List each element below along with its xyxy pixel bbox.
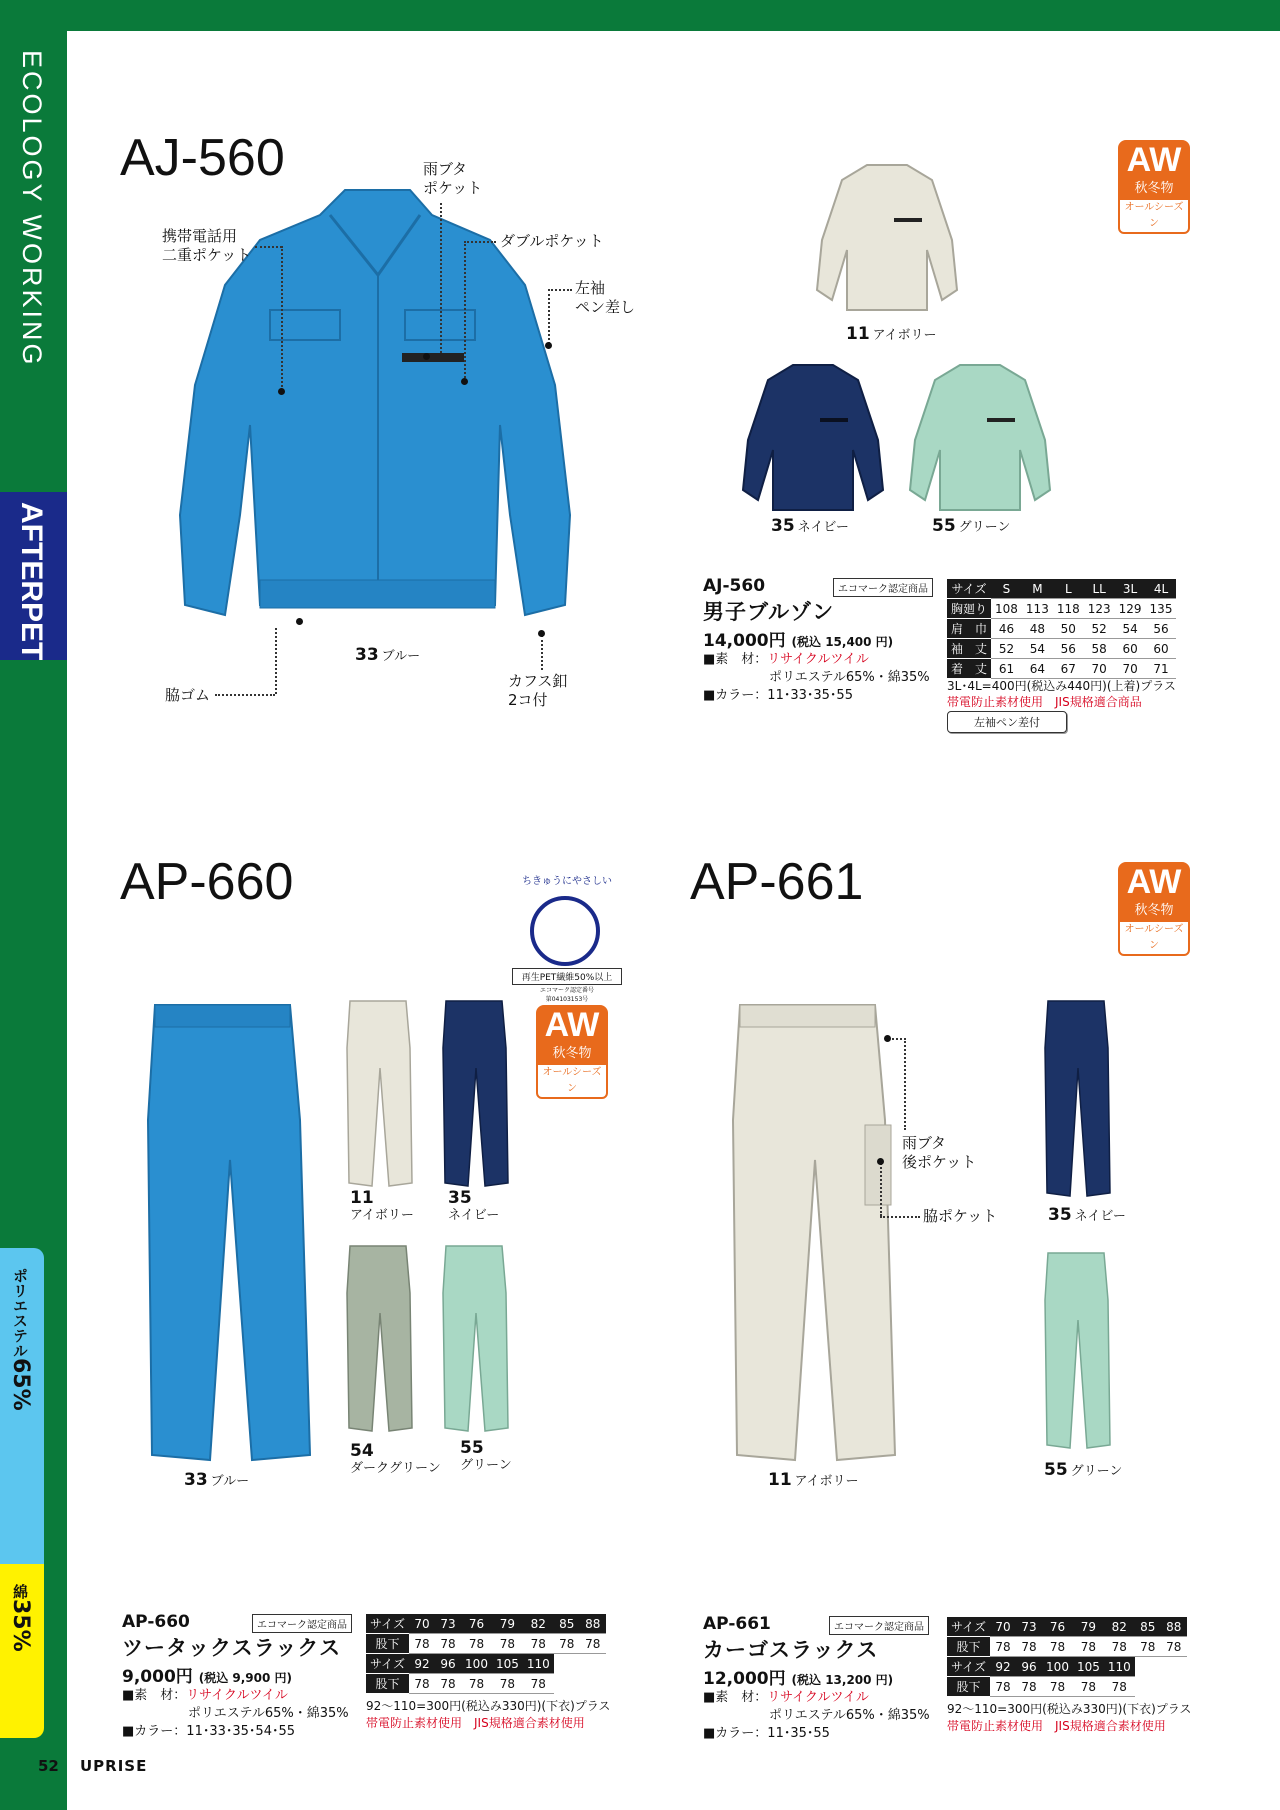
size-table-aj560 — [947, 579, 1176, 679]
measure-label: 袖 丈 — [947, 639, 991, 659]
measure-cell: 54 — [1115, 619, 1146, 639]
callout-side-rubber: 脇ゴム — [165, 686, 211, 704]
size-cell: 82 — [1104, 1617, 1135, 1637]
size-cell: LL — [1084, 579, 1115, 599]
inseam-cell: 78 — [990, 1637, 1016, 1657]
pants-image-dark-green — [344, 1243, 414, 1433]
pants-image-ivory-cargo — [725, 1000, 900, 1465]
measure-cell: 113 — [1022, 599, 1053, 619]
inseam-label: 股下 — [366, 1674, 409, 1694]
jacket-image-navy — [738, 360, 888, 515]
material-line: ■素 材：リサイクルツイル — [703, 1690, 869, 1705]
callout-rear-flap-pocket: 雨ブタ 後ポケット — [902, 1134, 977, 1171]
measure-label: 着 丈 — [947, 659, 991, 679]
inseam-cell: 78 — [580, 1634, 606, 1654]
color-caption-35: 35 ネイビー — [1048, 1205, 1126, 1225]
pants-image-ivory — [344, 998, 414, 1188]
product-info-ap661 — [703, 1614, 933, 1743]
size-cell: 73 — [1016, 1617, 1042, 1637]
measure-cell: 48 — [1022, 619, 1053, 639]
size-note: 3L･4L=400円(税込み440円)(上着)プラス — [947, 679, 1176, 693]
inseam-cell: 78 — [409, 1674, 435, 1694]
callout-cuff-buttons: カフス釦 2コ付 — [508, 672, 568, 709]
pants-image-navy — [440, 998, 510, 1188]
color-caption-54: 54 ダークグリーン — [350, 1441, 441, 1476]
ecomark-label: エコマーク認定商品 — [833, 578, 933, 597]
model-title: AP-661 — [690, 853, 864, 911]
inseam-cell: 78 — [554, 1634, 580, 1654]
size-cell: 79 — [1073, 1617, 1104, 1637]
size-cell: 100 — [1042, 1657, 1073, 1677]
measure-cell: 60 — [1115, 639, 1146, 659]
size-cell: 70 — [990, 1617, 1016, 1637]
inseam-cell: 78 — [461, 1674, 492, 1694]
size-cell: 85 — [1135, 1617, 1161, 1637]
size-table-row — [947, 639, 1176, 659]
size-cell: 100 — [461, 1654, 492, 1674]
size-header-label: サイズ — [947, 1617, 990, 1637]
product-price: 14,000円 (税込 15,400 円) — [703, 631, 894, 651]
inseam-cell: 78 — [435, 1634, 461, 1654]
size-header-label: サイズ — [947, 579, 991, 599]
aw-season-badge: AW 秋冬物 オールシーズン — [536, 1005, 608, 1083]
measure-label: 胸廻り — [947, 599, 991, 619]
measure-cell: 64 — [1022, 659, 1053, 679]
inseam-cell: 78 — [990, 1677, 1016, 1697]
color-caption-35: 35 ネイビー — [448, 1188, 500, 1223]
feature-note: 帯電防止素材使用 JIS規格適合素材使用 — [366, 1716, 585, 1730]
measure-cell: 50 — [1053, 619, 1084, 639]
inseam-cell: 78 — [1073, 1637, 1104, 1657]
material-line: ■素 材：リサイクルツイル — [122, 1688, 288, 1703]
size-cell: 105 — [492, 1654, 523, 1674]
brand-name: UPRISE — [80, 1757, 148, 1775]
measure-cell: 56 — [1146, 619, 1177, 639]
inseam-cell: 78 — [1135, 1637, 1161, 1657]
feature-note: 帯電防止素材使用 JIS規格適合商品 — [947, 695, 1142, 709]
size-cell: 110 — [1104, 1657, 1135, 1677]
size-cell: 88 — [1161, 1617, 1187, 1637]
size-table-row — [366, 1614, 606, 1634]
blend-line: ポリエステル65%・綿35% — [769, 1708, 930, 1723]
measure-label: 肩 巾 — [947, 619, 991, 639]
measure-cell: 58 — [1084, 639, 1115, 659]
inseam-cell: 78 — [461, 1634, 492, 1654]
color-caption-35: 35 ネイビー — [771, 516, 849, 536]
ecomark-logo: ちきゅうにやさしい 再生PET繊維50%以上 エコマーク認定番号 第04103153号 — [512, 872, 622, 992]
measure-cell: 70 — [1084, 659, 1115, 679]
size-cell: 3L — [1115, 579, 1146, 599]
color-list-line: ■カラー：11･35･55 — [703, 1726, 830, 1741]
inseam-cell: 78 — [435, 1674, 461, 1694]
size-table-row — [947, 1637, 1187, 1657]
inseam-cell: 78 — [1104, 1637, 1135, 1657]
size-cell: 96 — [1016, 1657, 1042, 1677]
model-title: AJ-560 — [120, 129, 285, 187]
color-list-line: ■カラー：11･33･35･55 — [703, 688, 853, 703]
cotton-badge: 綿35% — [0, 1564, 44, 1738]
measure-cell: 61 — [991, 659, 1022, 679]
color-caption-55: 55 グリーン — [1044, 1460, 1123, 1480]
size-cell: 85 — [554, 1614, 580, 1634]
inseam-cell: 78 — [492, 1674, 523, 1694]
size-cell: 105 — [1073, 1657, 1104, 1677]
inseam-cell: 78 — [1016, 1637, 1042, 1657]
product-info-aj560 — [703, 576, 933, 705]
size-cell: 96 — [435, 1654, 461, 1674]
size-cell: L — [1053, 579, 1084, 599]
measure-cell: 135 — [1146, 599, 1177, 619]
inseam-cell: 78 — [1042, 1637, 1073, 1657]
callout-side-pocket: 脇ポケット — [923, 1207, 998, 1225]
pants-image-navy-cargo — [1042, 998, 1112, 1198]
measure-cell: 123 — [1084, 599, 1115, 619]
measure-cell: 129 — [1115, 599, 1146, 619]
size-table-row — [366, 1634, 606, 1654]
measure-cell: 70 — [1115, 659, 1146, 679]
category-tab: AFTERPET — [0, 492, 67, 660]
size-table-row — [947, 1617, 1187, 1637]
size-cell: 92 — [990, 1657, 1016, 1677]
inseam-label: 股下 — [947, 1637, 990, 1657]
callout-double-pocket: ダブルポケット — [500, 232, 604, 250]
inseam-cell: 78 — [523, 1634, 554, 1654]
product-name: ツータックスラックス — [122, 1636, 342, 1660]
size-cell: 79 — [492, 1614, 523, 1634]
feature-note: 帯電防止素材使用 JIS規格適合素材使用 — [947, 1719, 1166, 1733]
size-table-row — [947, 659, 1176, 679]
measure-cell: 71 — [1146, 659, 1177, 679]
page-number: 52 — [38, 1757, 59, 1775]
size-cell: 73 — [435, 1614, 461, 1634]
top-bar — [0, 0, 1280, 31]
section-title: ECOLOGY WORKING — [17, 50, 47, 368]
ecomark-label: エコマーク認定商品 — [252, 1614, 352, 1633]
inseam-cell: 78 — [1073, 1677, 1104, 1697]
measure-cell: 118 — [1053, 599, 1084, 619]
pen-holder-tag: 左袖ペン差付 — [947, 711, 1067, 733]
measure-cell: 56 — [1053, 639, 1084, 659]
color-caption-11: 11 アイボリー — [350, 1188, 414, 1223]
material-line: ■素 材：リサイクルツイル — [703, 652, 869, 667]
size-table-row — [947, 579, 1176, 599]
size-header-label: サイズ — [366, 1614, 409, 1634]
size-table-row — [947, 619, 1176, 639]
inseam-label: 股下 — [947, 1677, 990, 1697]
inseam-cell: 78 — [1104, 1677, 1135, 1697]
ecomark-label: エコマーク認定商品 — [829, 1616, 929, 1635]
product-code: AP-661 — [703, 1614, 771, 1634]
pants-image-green — [440, 1243, 510, 1433]
size-table-row — [366, 1674, 606, 1694]
size-table-ap660 — [366, 1614, 606, 1694]
callout-pen-holder: 左袖 ペン差し — [575, 279, 636, 316]
color-caption-11: 11 アイボリー — [768, 1470, 859, 1490]
callout-phone-pocket: 携帯電話用 二重ポケット — [162, 227, 252, 264]
pants-image-green-cargo — [1042, 1250, 1112, 1450]
color-caption-33: 33 ブルー — [184, 1470, 250, 1490]
inseam-cell: 78 — [523, 1674, 554, 1694]
product-info-ap660 — [122, 1612, 352, 1741]
size-cell: 82 — [523, 1614, 554, 1634]
inseam-cell: 78 — [1016, 1677, 1042, 1697]
color-caption-33: 33 ブルー — [355, 645, 421, 665]
product-name: カーゴスラックス — [703, 1638, 879, 1662]
size-cell: 70 — [409, 1614, 435, 1634]
inseam-label: 股下 — [366, 1634, 409, 1654]
inseam-cell: 78 — [1042, 1677, 1073, 1697]
product-code: AJ-560 — [703, 576, 766, 596]
size-note: 92～110=300円(税込み330円)(下衣)プラス — [366, 1699, 611, 1713]
model-title: AP-660 — [120, 853, 294, 911]
size-table-row — [366, 1654, 606, 1674]
size-cell: 76 — [1042, 1617, 1073, 1637]
size-cell: 110 — [523, 1654, 554, 1674]
jacket-image-green — [905, 360, 1055, 515]
callout-rain-flap-pocket: 雨ブタ ポケット — [423, 160, 483, 197]
product-price: 12,000円 (税込 13,200 円) — [703, 1669, 894, 1689]
polyester-badge: ポリエステル65% — [0, 1248, 44, 1564]
measure-cell: 60 — [1146, 639, 1177, 659]
size-table-ap661 — [947, 1617, 1187, 1697]
blend-line: ポリエステル65%・綿35% — [188, 1706, 349, 1721]
inseam-cell: 78 — [1161, 1637, 1187, 1657]
color-caption-11: 11 アイボリー — [846, 324, 937, 344]
color-caption-55: 55 グリーン — [460, 1438, 512, 1473]
size-header-label: サイズ — [947, 1657, 990, 1677]
size-cell: 4L — [1146, 579, 1177, 599]
inseam-cell: 78 — [492, 1634, 523, 1654]
product-code: AP-660 — [122, 1612, 190, 1632]
pants-image-blue — [140, 1000, 315, 1465]
inseam-cell: 78 — [409, 1634, 435, 1654]
measure-cell: 52 — [1084, 619, 1115, 639]
measure-cell: 52 — [991, 639, 1022, 659]
size-cell: 88 — [580, 1614, 606, 1634]
aw-season-badge: AW 秋冬物 オールシーズン — [1118, 862, 1190, 940]
size-header-label: サイズ — [366, 1654, 409, 1674]
color-list-line: ■カラー：11･33･35･54･55 — [122, 1724, 296, 1739]
product-price: 9,000円 (税込 9,900 円) — [122, 1667, 292, 1687]
size-table-row — [947, 599, 1176, 619]
measure-cell: 46 — [991, 619, 1022, 639]
color-caption-55: 55 グリーン — [932, 516, 1011, 536]
size-note: 92～110=300円(税込み330円)(下衣)プラス — [947, 1702, 1192, 1716]
size-cell: 76 — [461, 1614, 492, 1634]
size-table-row — [947, 1677, 1187, 1697]
jacket-image-ivory — [812, 160, 962, 315]
measure-cell: 54 — [1022, 639, 1053, 659]
aw-season-badge: AW 秋冬物 オールシーズン — [1118, 140, 1190, 218]
size-cell: M — [1022, 579, 1053, 599]
blend-line: ポリエステル65%・綿35% — [769, 670, 930, 685]
measure-cell: 67 — [1053, 659, 1084, 679]
product-name: 男子ブルゾン — [703, 600, 835, 624]
measure-cell: 108 — [991, 599, 1022, 619]
size-table-row — [947, 1657, 1187, 1677]
size-cell: 92 — [409, 1654, 435, 1674]
size-cell: S — [991, 579, 1022, 599]
